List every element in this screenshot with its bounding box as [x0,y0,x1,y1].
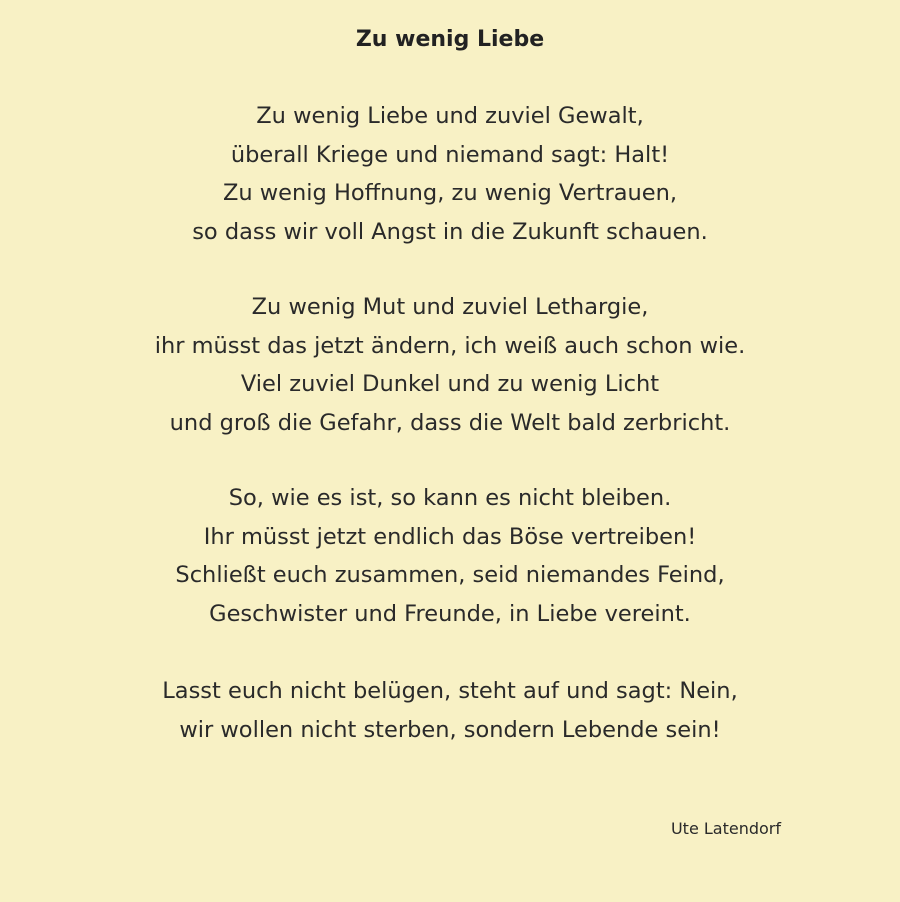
author-name: Ute Latendorf [670,819,781,838]
poem-line: ihr müsst das jetzt ändern, ich weiß auch schon wie. [154,332,746,359]
poem-line: Viel zuviel Dunkel und zu wenig Licht [240,371,660,397]
poem-line: Lasst euch nicht belügen, steht auf und sagt: Nein, [162,678,738,704]
stanza-2 [0,288,900,442]
poem-title: Zu wenig Liebe [355,27,545,52]
poem-line: so dass wir voll Angst in die Zukunft schauen. [192,218,708,245]
poem-line: Geschwister und Freunde, in Liebe vereint. [209,600,691,627]
poem-line: So, wie es ist, so kann es nicht bleiben. [228,485,672,511]
poem-line: Ihr müsst jetzt endlich das Böse vertreiben! [203,523,697,550]
stanza-4 [0,672,900,749]
poem-line: Zu wenig Mut und zuviel Lethargie, [251,294,649,320]
poem-line: Zu wenig Hoffnung, zu wenig Vertrauen, [222,180,678,206]
poem-line: wir wollen nicht sterben, sondern Lebende sein! [179,716,721,743]
stanza-3 [0,479,900,633]
poem-line: Schließt euch zusammen, seid niemandes Feind, [175,562,725,588]
stanza-1 [0,97,900,251]
poem-line: überall Kriege und niemand sagt: Halt! [230,141,670,168]
poem-line: Zu wenig Liebe und zuviel Gewalt, [256,103,644,129]
poem-line: und groß die Gefahr, dass die Welt bald zerbricht. [169,409,731,436]
